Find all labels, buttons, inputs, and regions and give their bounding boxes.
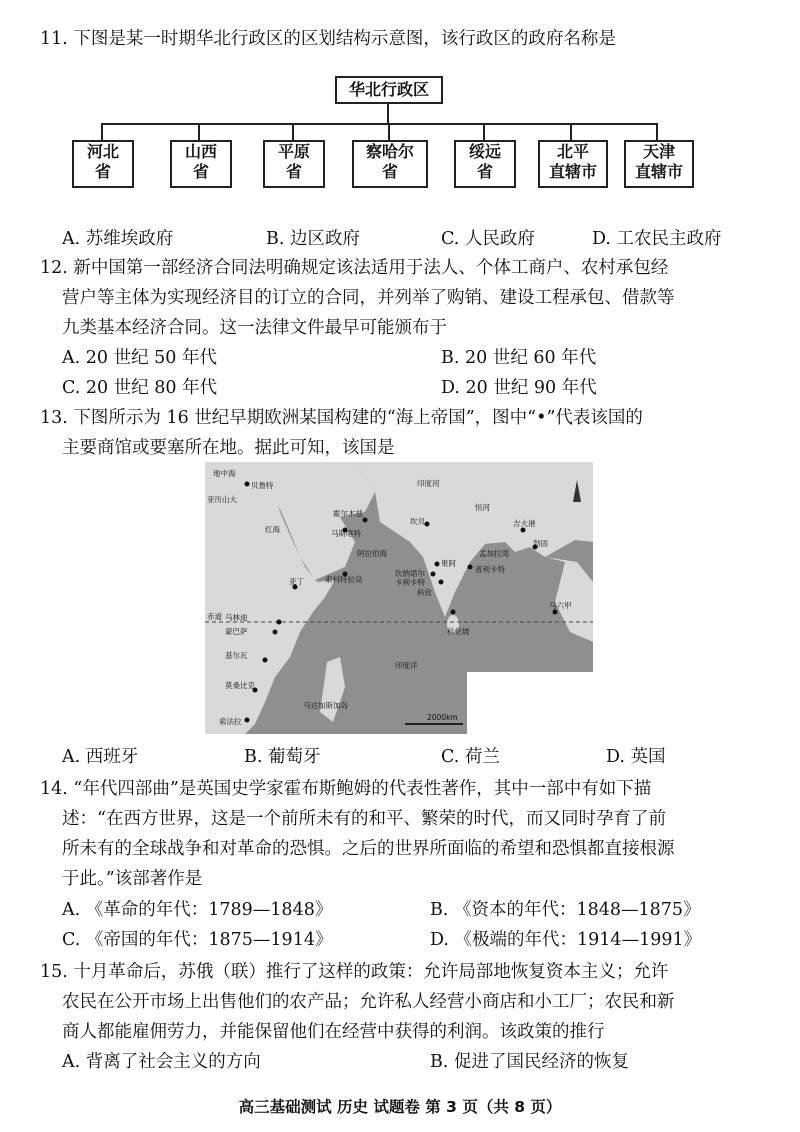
map-label-equator: 赤道 (207, 612, 222, 621)
trading-post-dot (277, 620, 282, 625)
q14-stem-line: 述：“在西方世界，这是一个前所未有的和平、繁荣的时代，而又同时孕育了前 (62, 809, 666, 829)
q12-option-a[interactable]: A. 20 世纪 50 年代 (62, 348, 217, 368)
map-label-kampei: 坎贝 (410, 517, 425, 526)
q11-option-b[interactable]: B. 边区政府 (266, 229, 360, 249)
trading-post-dot (425, 522, 430, 527)
org-connector (387, 102, 389, 124)
trading-post-dot (363, 518, 368, 523)
trading-post-dot (245, 482, 250, 487)
map-label-madagascar: 马达加斯加岛 (303, 701, 348, 710)
q15-stem-line: 15. 十月革命后，苏俄（联）推行了这样的政策：允许局部地恢复资本主义；允许 (40, 962, 669, 982)
q14-option-d[interactable]: D. 《极端的年代：1914—1991》 (430, 930, 702, 950)
q13-option-b[interactable]: B. 葡萄牙 (244, 747, 321, 767)
map-label-cannanore: 坎纳诺尔 (395, 569, 425, 578)
q15-stem-line: 商人都能雇佣劳力，并能保留他们在经营中获得的利润。该政策的推行 (62, 1022, 605, 1042)
trading-post-dot (245, 718, 250, 723)
q13-option-d[interactable]: D. 英国 (606, 747, 666, 767)
q11-stem: 11. 下图是某一时期华北行政区的区划结构示意图，该行政区的政府名称是 (40, 29, 616, 49)
map-label-chittagong: 吉大港 (513, 519, 536, 528)
map-label-mediterranean: 地中海 (213, 469, 236, 478)
org-root: 华北行政区 (335, 76, 443, 104)
page-footer: 高三基础测试 历史 试题卷 第 3 页（共 8 页） (238, 1098, 562, 1116)
trading-post-dot (263, 658, 268, 663)
q15-option-a[interactable]: A. 背离了社会主义的方向 (62, 1052, 261, 1072)
map-label-scale: 2000km (427, 713, 458, 722)
q14-stem-line: 所未有的全球战争和对革命的恐惧。之后的世界所面临的希望和恐惧都直接根源 (62, 839, 675, 859)
map-label-cochin: 科钦 (417, 588, 432, 597)
q14-option-a[interactable]: A. 《革命的年代：1789—1848》 (62, 900, 333, 920)
map-label-malacca: 马六甲 (549, 601, 572, 610)
map-label-goa: 果阿 (441, 559, 456, 568)
map-label-arabian-sea: 阿拉伯海 (357, 549, 387, 558)
org-child-chahar: 察哈尔 省 (352, 140, 428, 188)
map-label-beirut: 贝鲁特 (251, 481, 274, 490)
map-label-hormuz: 霍尔木兹 (333, 509, 363, 518)
trading-post-dot (435, 562, 440, 567)
org-child-shanxi: 山西 省 (170, 140, 232, 188)
q12-stem-line: 九类基本经济合同。这一法律文件最早可能颁布于 (62, 318, 447, 338)
map-label-alexandria: 亚历山大 (207, 495, 237, 504)
trading-post-dot (521, 528, 526, 533)
q14-option-b[interactable]: B. 《资本的年代：1848—1875》 (430, 900, 701, 920)
trading-post-dot (431, 572, 436, 577)
q12-stem-line: 营户等主体为实现经济目的订立的合同，并列举了购销、建设工程承包、借款等 (62, 288, 675, 308)
q13-stem-line: 主要商馆或要塞所在地。据此可知，该国是 (62, 438, 395, 458)
org-child-pingyuan: 平原 省 (263, 140, 325, 188)
trading-post-dot (439, 580, 444, 585)
org-child-beiping: 北平 直辖市 (538, 140, 608, 188)
q12-stem-line: 12. 新中国第一部经济合同法明确规定该法适用于法人、个体工商户、农村承包经 (40, 258, 669, 278)
trading-post-dot (553, 610, 558, 615)
map-label-indus: 印度河 (417, 479, 440, 488)
q11-option-c[interactable]: C. 人民政府 (441, 229, 535, 249)
trading-post-dot (451, 610, 456, 615)
map-label-red-sea: 红海 (265, 525, 280, 534)
q15-stem-line: 农民在公开市场上出售他们的农产品；允许私人经营小商店和小工厂；农民和新 (62, 992, 675, 1012)
q12-option-b[interactable]: B. 20 世纪 60 年代 (441, 348, 597, 368)
map-corner-blank (467, 672, 593, 734)
map-label-indian-ocean: 印度洋 (395, 661, 418, 670)
org-child-tianjin: 天津 直辖市 (624, 140, 694, 188)
map-label-colombo: 科伦坡 (447, 627, 470, 636)
q13-option-c[interactable]: C. 荷兰 (441, 747, 500, 767)
trading-post-dot (468, 565, 473, 570)
map-label-malindi: 马林迪 (225, 613, 248, 622)
q13-stem-line: 13. 下图所示为 16 世纪早期欧洲某国构建的“海上帝国”，图中“•”代表该国的 (40, 408, 643, 428)
q13-option-a[interactable]: A. 西班牙 (62, 747, 139, 767)
org-child-suiyuan: 绥远 省 (454, 140, 516, 188)
map-label-socotra: 索科特拉岛 (325, 575, 363, 584)
map-label-mombasa: 蒙巴萨 (225, 627, 248, 636)
q14-option-c[interactable]: C. 《帝国的年代：1875—1914》 (62, 930, 333, 950)
map-label-bay-of-bengal: 孟加拉湾 (479, 549, 509, 558)
org-child-hebei: 河北 省 (72, 140, 134, 188)
q11-option-d[interactable]: D. 工农民主政府 (592, 229, 722, 249)
trading-post-dot (273, 630, 278, 635)
q11-option-a[interactable]: A. 苏维埃政府 (62, 229, 174, 249)
map-label-sofala: 索法拉 (219, 717, 242, 726)
q12-option-d[interactable]: D. 20 世纪 90 年代 (441, 378, 597, 398)
map-label-pulicat: 普利卡特 (475, 565, 505, 574)
map-label-kilwa: 基尔瓦 (225, 651, 248, 660)
map-label-muscat: 马斯喀特 (331, 529, 361, 538)
map-label-pegu: 勃固 (533, 539, 548, 548)
q14-stem-line: 14. “年代四部曲”是英国史学家霍布斯鲍姆的代表性著作，其中一部中有如下描 (40, 779, 652, 799)
map-label-aden: 亚丁 (289, 577, 304, 586)
maritime-empire-map (205, 462, 593, 734)
map-label-mozambique: 莫桑比克 (225, 681, 255, 690)
q12-option-c[interactable]: C. 20 世纪 80 年代 (62, 378, 218, 398)
q14-stem-line: 于此。”该部著作是 (62, 869, 203, 889)
org-connector (101, 123, 657, 125)
q15-option-b[interactable]: B. 促进了国民经济的恢复 (430, 1052, 629, 1072)
map-label-ganges: 恒河 (475, 503, 490, 512)
map-label-calicut: 卡利卡特 (395, 578, 425, 587)
